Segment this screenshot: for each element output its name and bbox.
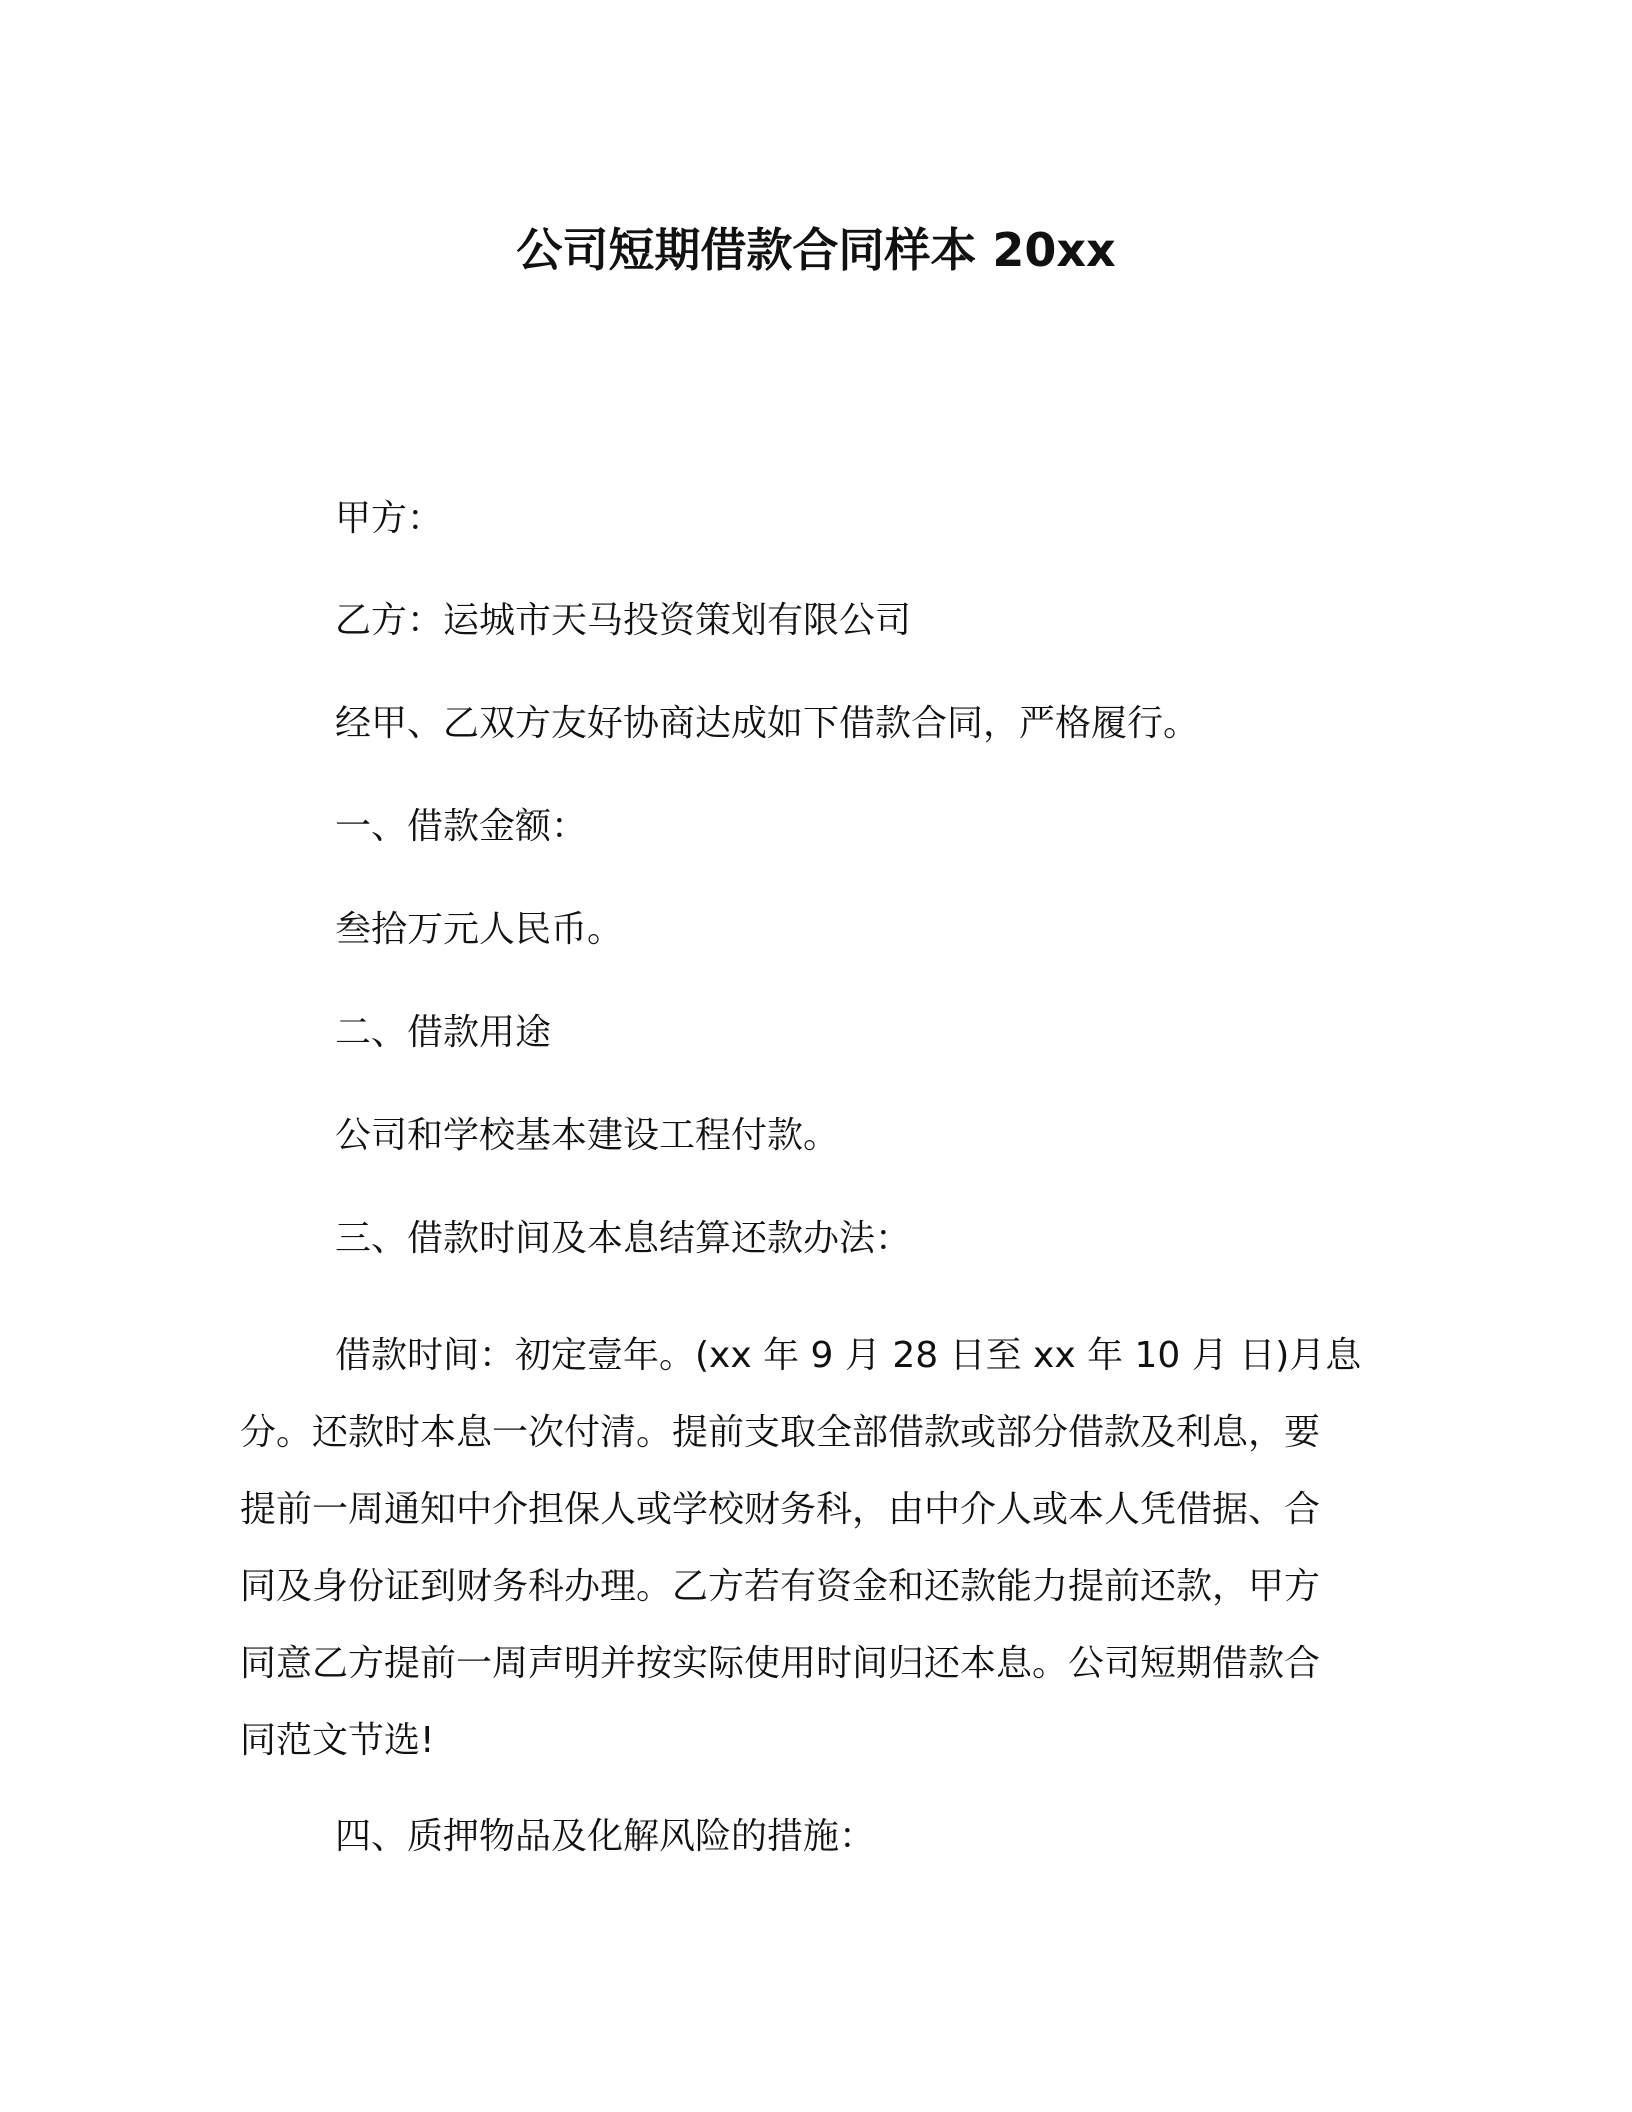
repayment-paragraph	[240, 1317, 1360, 1779]
agreement-intro: 经甲、乙双方友好协商达成如下借款合同，严格履行。	[335, 703, 1200, 744]
paragraph-line: 同及身份证到财务科办理。乙方若有资金和还款能力提前还款，甲方	[240, 1566, 1321, 1607]
paragraph-line: 提前一周通知中介担保人或学校财务科，由中介人或本人凭借据、合	[240, 1489, 1321, 1530]
purpose-text: 公司和学校基本建设工程付款。	[335, 1115, 840, 1156]
section-heading-amount: 一、借款金额：	[335, 806, 588, 847]
paragraph-line: 同意乙方提前一周声明并按实际使用时间归还本息。公司短期借款合	[240, 1643, 1321, 1684]
party-a-line: 甲方：	[335, 498, 444, 539]
section-heading-repayment: 三、借款时间及本息结算还款办法：	[335, 1218, 912, 1259]
section-heading-purpose: 二、借款用途	[335, 1012, 552, 1053]
amount-text: 叁拾万元人民币。	[335, 909, 624, 950]
paragraph-line: 分。还款时本息一次付清。提前支取全部借款或部分借款及利息，要	[240, 1412, 1321, 1453]
party-b-line: 乙方：运城市天马投资策划有限公司	[335, 600, 912, 641]
paragraph-line: 同范文节选!	[240, 1720, 435, 1761]
section-heading-collateral: 四、质押物品及化解风险的措施：	[335, 1816, 876, 1857]
paragraph-line: 借款时间：初定壹年。(xx 年 9 月 28 日至 xx 年 10 月 日)月息	[335, 1335, 1362, 1376]
document-title: 公司短期借款合同样本 20xx	[516, 223, 1116, 277]
